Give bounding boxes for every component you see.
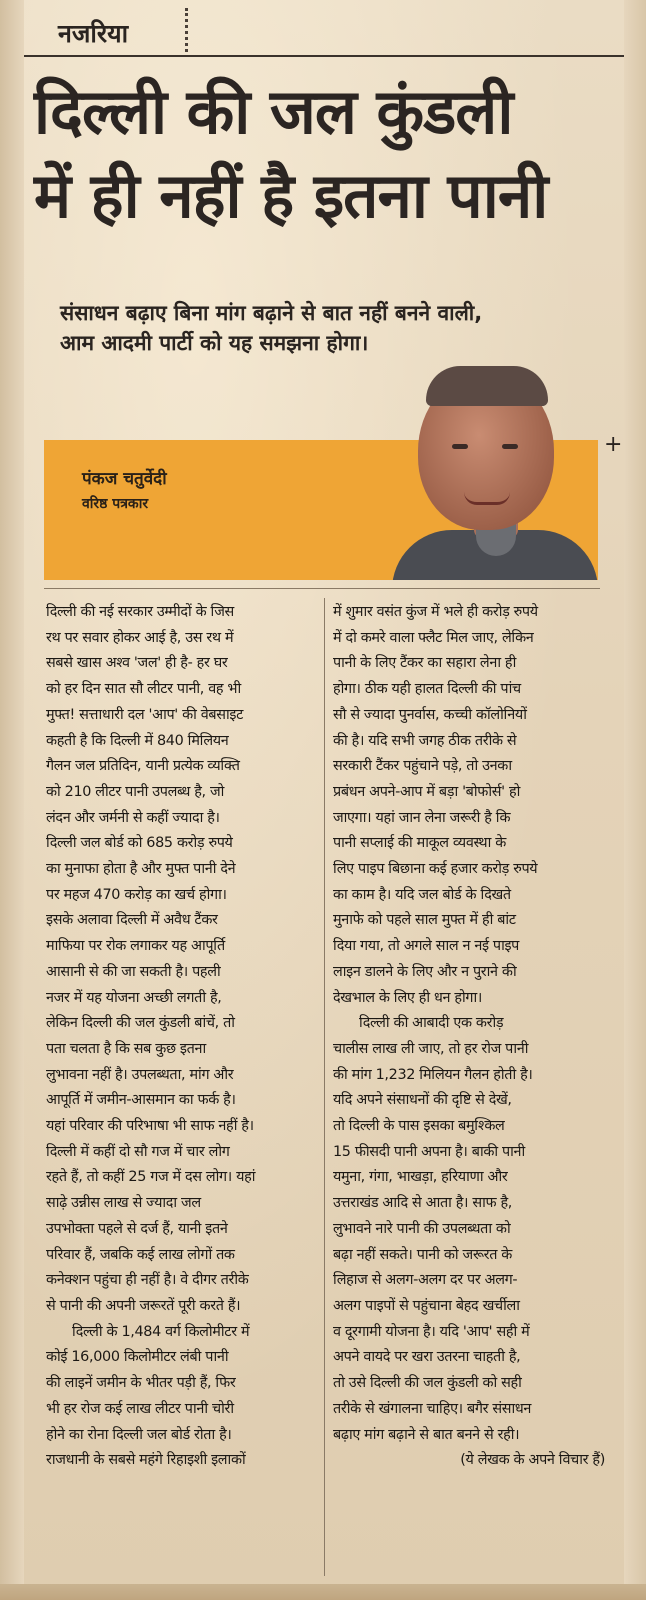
article-line: मुफ्त! सत्ताधारी दल 'आप' की वेबसाइट (46, 706, 244, 723)
article-line: आपूर्ति में जमीन-आसमान का फर्क है। (46, 1092, 236, 1109)
article-line: कोई 16,000 किलोमीटर लंबी पानी (46, 1349, 229, 1366)
headline-line-2: में ही नहीं है इतना पानी (34, 159, 548, 232)
article-line: उत्तराखंड आदि से आता है। साफ है, (333, 1195, 512, 1212)
article-line: पानी के लिए टैंकर का सहारा लेना ही (333, 655, 516, 672)
article-line: पता चलता है कि सब कुछ इतना (46, 1040, 206, 1057)
photo-smile (464, 492, 510, 505)
article-line: देखभाल के लिए ही धन होगा। (333, 989, 482, 1006)
photo-eye-left (452, 444, 468, 449)
page-edge-left (0, 0, 24, 1600)
headline (34, 70, 624, 238)
article-line: साढ़े उन्नीस लाख से ज्यादा जल (46, 1195, 201, 1212)
article-line: से पानी की अपनी जरूरतें पूरी करते हैं। (46, 1297, 241, 1314)
section-tag-divider (185, 8, 188, 52)
article-line: लिहाज से अलग-अलग दर पर अलग- (333, 1272, 518, 1289)
article-line: होने का रोना दिल्ली जल बोर्ड रोता है। (46, 1426, 232, 1443)
photo-eye-right (502, 444, 518, 449)
article-line: की मांग 1,232 मिलियन गैलन होती है। (333, 1066, 533, 1083)
article-line: इसके अलावा दिल्ली में अवैध टैंकर (46, 912, 218, 929)
article-line: रथ पर सवार होकर आई है, उस रथ में (46, 629, 234, 646)
article-line: में शुमार वसंत कुंज में भले ही करोड़ रुपये (333, 604, 538, 620)
article-line: कहती है कि दिल्ली में 840 मिलियन (46, 732, 229, 749)
article-line: 15 फीसदी पानी अपना है। बाकी पानी (333, 1143, 525, 1160)
article-line: (ये लेखक के अपने विचार हैं) (460, 1452, 605, 1469)
author-photo (384, 352, 598, 580)
article-line: लंदन और जर्मनी से कहीं ज्यादा है। (46, 809, 220, 826)
article-line: का मुनाफा होता है और मुफ्त पानी देने (46, 861, 236, 878)
article-line: की लाइनें जमीन के भीतर पड़ी हैं, फिर (46, 1375, 236, 1392)
article-line: यदि अपने संसाधनों की दृष्टि से देखें, (333, 1092, 512, 1109)
article-line: अपने वायदे पर खरा उतरना चाहती है, (333, 1349, 521, 1366)
article-line: दिल्ली की आबादी एक करोड़ (359, 1015, 504, 1032)
article-line: नजर में यह योजना अच्छी लगती है, (46, 989, 222, 1006)
article-line: मुनाफे को पहले साल मुफ्त में ही बांट (333, 912, 516, 929)
article-line: होगा। ठीक यही हालत दिल्ली की पांच (333, 681, 521, 698)
subheadline-line-2: आम आदमी पार्टी को यह समझना होगा। (60, 331, 369, 355)
article-line: अलग पाइपों से पहुंचाना बेहद खर्चीला (333, 1297, 520, 1314)
article-line: लाइन डालने के लिए और न पुराने की (333, 963, 517, 980)
article-line: भी हर रोज कई लाख लीटर पानी चोरी (46, 1400, 234, 1417)
article-line: का काम है। यदि जल बोर्ड के दिखते (333, 886, 511, 903)
article-line: दिल्ली जल बोर्ड को 685 करोड़ रुपये (46, 835, 233, 852)
article-line: माफिया पर रोक लगाकर यह आपूर्ति (46, 938, 225, 955)
article-line: यमुना, गंगा, भाखड़ा, हरियाणा और (333, 1169, 508, 1186)
photo-hair (426, 366, 548, 406)
headline-line-1: दिल्ली की जल कुंडली (34, 75, 513, 148)
article-line: लेकिन दिल्ली की जल कुंडली बांचें, तो (46, 1015, 235, 1032)
article-line: तो दिल्ली के पास इसका बमुश्किल (333, 1118, 505, 1135)
article-line: सरकारी टैंकर पहुंचाने पड़े, तो उनका (333, 758, 512, 775)
article-column-left (46, 600, 318, 1474)
author-role: वरिष्ठ पत्रकार (82, 496, 149, 512)
section-tag: नजरिया (58, 19, 129, 48)
article-line: बढ़ाए मांग बढ़ाने से बात बनने से रही। (333, 1426, 520, 1443)
column-divider (324, 598, 325, 1576)
article-line: तो उसे दिल्ली की जल कुंडली को सही (333, 1375, 522, 1392)
article-line: यहां परिवार की परिभाषा भी साफ नहीं है। (46, 1118, 254, 1135)
article-line: जाएगा। यहां जान लेना जरूरी है कि (333, 809, 511, 826)
article-line: बढ़ा नहीं सकते। पानी को जरूरत के (333, 1246, 512, 1263)
article-line: सबसे खास अश्व 'जल' ही है- हर घर (46, 655, 228, 672)
article-line: तरीके से खंगालना चाहिए। बगैर संसाधन (333, 1400, 532, 1417)
article-line: प्रबंधन अपने-आप में बड़ा 'बोफोर्स' हो (333, 783, 520, 800)
article-line: राजधानी के सबसे महंगे रिहाइशी इलाकों (46, 1452, 246, 1469)
article-column-right (333, 600, 605, 1474)
article-line: आसानी से की जा सकती है। पहली (46, 963, 221, 980)
article-line: परिवार हैं, जबकि कई लाख लोगों तक (46, 1246, 235, 1263)
registration-mark-icon: + (604, 432, 623, 457)
article-line: को हर दिन सात सौ लीटर पानी, वह भी (46, 681, 241, 698)
subheadline (60, 298, 620, 358)
article-line: गैलन जल प्रतिदिन, यानी प्रत्येक व्यक्ति (46, 758, 240, 775)
article-line: लिए पाइप बिछाना कई हजार करोड़ रुपये (333, 861, 538, 878)
article-line: लुभावने नारे पानी की उपलब्धता को (333, 1220, 511, 1237)
article-line: चालीस लाख ली जाए, तो हर रोज पानी (333, 1040, 529, 1057)
article-line: कनेक्शन पहुंचा ही नहीं है। वे दीगर तरीके (46, 1272, 249, 1289)
article-line: दिल्ली के 1,484 वर्ग किलोमीटर में (72, 1323, 250, 1340)
article-line: दिल्ली की नई सरकार उम्मीदों के जिस (46, 604, 234, 620)
article-line: पर महज 470 करोड़ का खर्च होगा। (46, 886, 227, 903)
body-top-rule (44, 588, 600, 589)
article-line: व दूरगामी योजना है। यदि 'आप' सही में (333, 1323, 530, 1340)
page-edge-right (624, 0, 646, 1600)
article-line: रहते हैं, तो कहीं 25 गज में दस लोग। यहां (46, 1169, 256, 1186)
article-line: पानी सप्लाई की माकूल व्यवस्था के (333, 835, 506, 852)
article-line: उपभोक्ता पहले से दर्ज हैं, यानी इतने (46, 1220, 228, 1237)
subheadline-line-1: संसाधन बढ़ाए बिना मांग बढ़ाने से बात नहीं बनने वाली, (60, 301, 483, 325)
article-line: की है। यदि सभी जगह ठीक तरीके से (333, 732, 517, 749)
article-line: में दो कमरे वाला फ्लैट मिल जाए, लेकिन (333, 629, 534, 646)
article-line: दिया गया, तो अगले साल न नई पाइप (333, 938, 519, 955)
article-line: लुभावना नहीं है। उपलब्धता, मांग और (46, 1066, 234, 1083)
article-line: दिल्ली में कहीं दो सौ गज में चार लोग (46, 1143, 230, 1160)
article-line: सौ से ज्यादा पुनर्वास, कच्ची कॉलोनियों (333, 706, 527, 723)
article-line: को 210 लीटर पानी उपलब्ध है, जो (46, 783, 225, 800)
section-rule (24, 55, 624, 57)
page-bottom-edge (0, 1584, 646, 1600)
author-name: पंकज चतुर्वेदी (82, 469, 167, 489)
